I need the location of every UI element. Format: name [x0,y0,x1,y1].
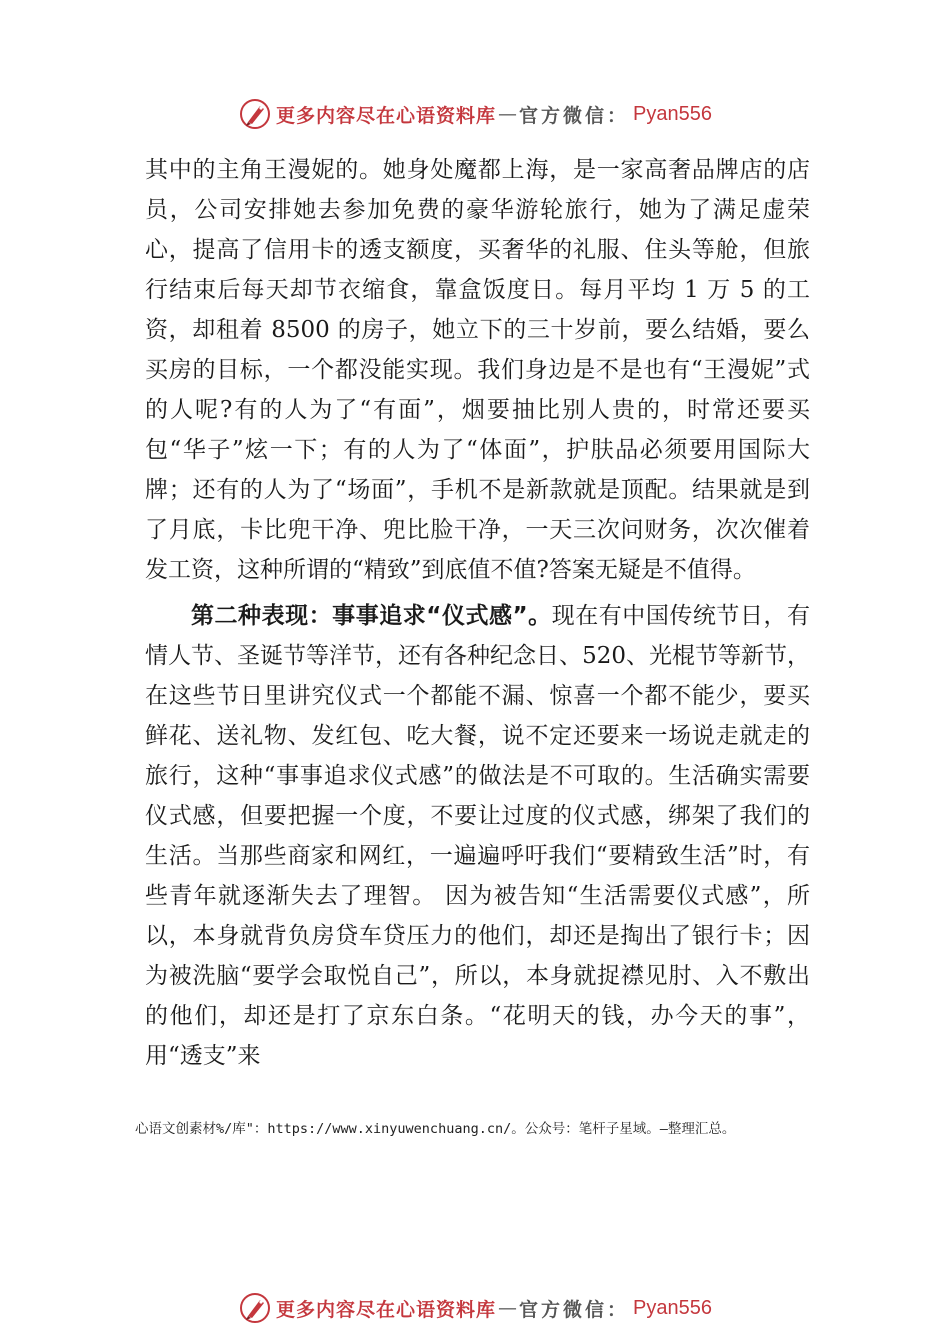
body-text [145,150,810,1076]
paragraph-1: 其中的主角王漫妮的。她身处魔都上海，是一家高奢品牌店的店员，公司安排她去参加免费的豪华游轮旅行，她为了满足虚荣心，提高了信用卡的透支额度，买奢华的礼服、住头等舱，但旅行结束后每天却节衣缩食，靠盒饭度日。每月平均 1 万 5 的工资，却租着 8500 的房子，她立下的三十岁前，要么结婚，要么买房的目标，一个都没能实现。我们身边是不是也有“王漫妮”式的人呢?有的人为了“有面”，烟要抽比别人贵的，时常还要买包“华子”炫一下；有的人为了“体面”，护肤品必须要用国际大牌；还有的人为了“场面”，手机不是新款就是顶配。结果就是到了月底，卡比兜干净、兜比脸干净，一天三次问财务，次次催着发工资，这种所谓的“精致”到底值不值?答案无疑是不值得。 [145,157,810,583]
source-note: 心语文创素材%/库"：https://www.xinyuwenchuang.cn/。公众号：笔杆子星域。—整理汇总。 [135,1121,736,1137]
paragraph-2-text: 现在有中国传统节日，有情人节、圣诞节等洋节，还有各种纪念日、520、光棍节等新节，在这些节日里讲究仪式一个都能不漏、惊喜一个都不能少，要买鲜花、送礼物、发红包、吃大餐，说不定还要来一场说走就走的旅行，这种“事事追求仪式感”的做法是不可取的。生活确实需要仪式感，但要把握一个度，不要让过度的仪式感，绑架了我们的生活。当那些商家和网红，一遍遍呼吁我们“要精致生活”时，有些青年就逐渐失去了理智。 因为被告知“生活需要仪式感”，所以，本身就背负房贷车贷压力的他们，却还是掏出了银行卡；因为被洗脑“要学会取悦自己”，所以，本身就捉襟见肘、入不敷出的他们，却还是打了京东白条。“花明天的钱，办今天的事”，用“透支”来 [145,603,811,1069]
header-official-label: 官方微信： [519,104,630,127]
footer-official-label: 官方微信： [519,1298,630,1321]
pen-nib-icon [238,97,272,131]
footer-banner [0,1288,950,1328]
footer-wechat-id: Pyan556 [633,1296,712,1319]
footer-brand-text: 更多内容尽在心语资料库 [276,1298,497,1321]
paragraph-2-heading: 第二种表现：事事追求“仪式感”。 [191,603,552,629]
footer-dash: — [498,1297,518,1319]
pen-nib-icon [238,1291,272,1325]
paragraph-2 [145,596,810,1076]
header-wechat-id: Pyan556 [633,102,712,125]
header-dash: — [498,103,518,125]
header-banner [0,94,950,134]
header-brand-text: 更多内容尽在心语资料库 [276,104,497,127]
